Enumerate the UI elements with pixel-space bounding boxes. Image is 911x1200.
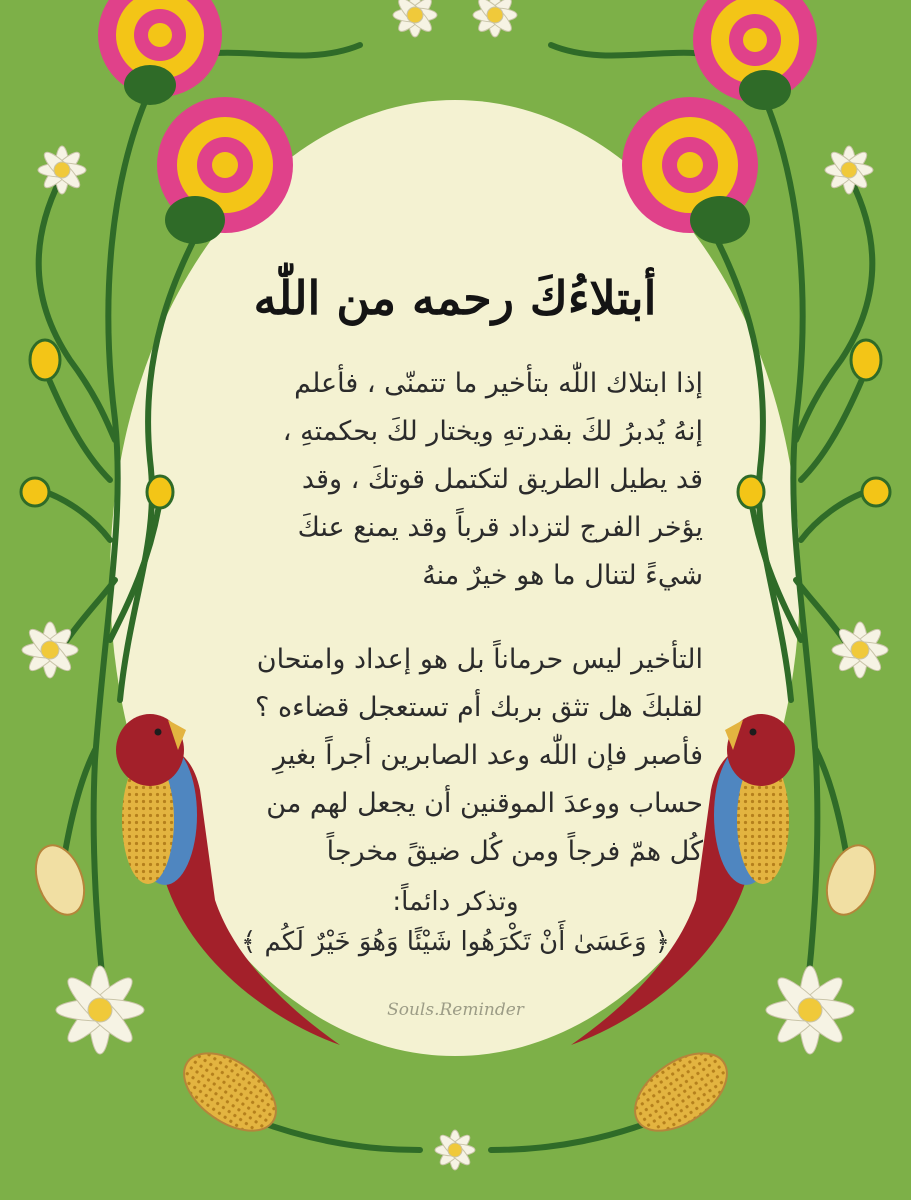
paragraph-line: إنهُ يُدبرُ لكَ بقدرتهِ ويختار لكَ بحكمتهِ ، [282, 416, 703, 447]
paragraph-line: شيءً لتنال ما هو خيرٌ منهُ [422, 560, 703, 591]
paragraph-line: يؤخر الفرج لتزداد قرباً وقد يمنع عنكَ [297, 512, 703, 543]
paragraph-line: التأخير ليس حرماناً بل هو إعداد وامتحان [256, 644, 703, 675]
quran-verse: ﴿ وَعَسَىٰ أَنْ تَكْرَهُوا شَيْئًا وَهُوَ خَيْرٌ لَكُم ﴾ [240, 927, 671, 957]
page-title: أبتلاءُكَ رحمه من اللّٰه [253, 271, 657, 325]
paragraph-line: إذا ابتلاك اللّٰه بتأخير ما تتمنّى ، فأعلم [294, 368, 703, 399]
watermark: Souls.Reminder [387, 1000, 524, 1020]
paragraph-line: كُل همّ فرجاً ومن كُل ضيقً مخرجاً [326, 836, 703, 867]
paragraph-line: قد يطيل الطريق لتكتمل قوتكَ ، وقد [301, 464, 703, 495]
reminder-block [200, 882, 711, 962]
paragraph-line: فأصبر فإن اللّٰه وعد الصابرين أجراً بغيرِ [272, 740, 703, 771]
paragraph-line: حساب ووعدَ الموقنين أن يجعل لهم من [266, 788, 703, 819]
reminder-label: وتذكر دائماً: [392, 887, 519, 917]
paragraph-first [203, 360, 703, 600]
paragraph-line: لقلبكَ هل تثق بربك أم تستعجل قضاءه ؟ [255, 692, 703, 723]
paragraph-second [203, 636, 703, 876]
